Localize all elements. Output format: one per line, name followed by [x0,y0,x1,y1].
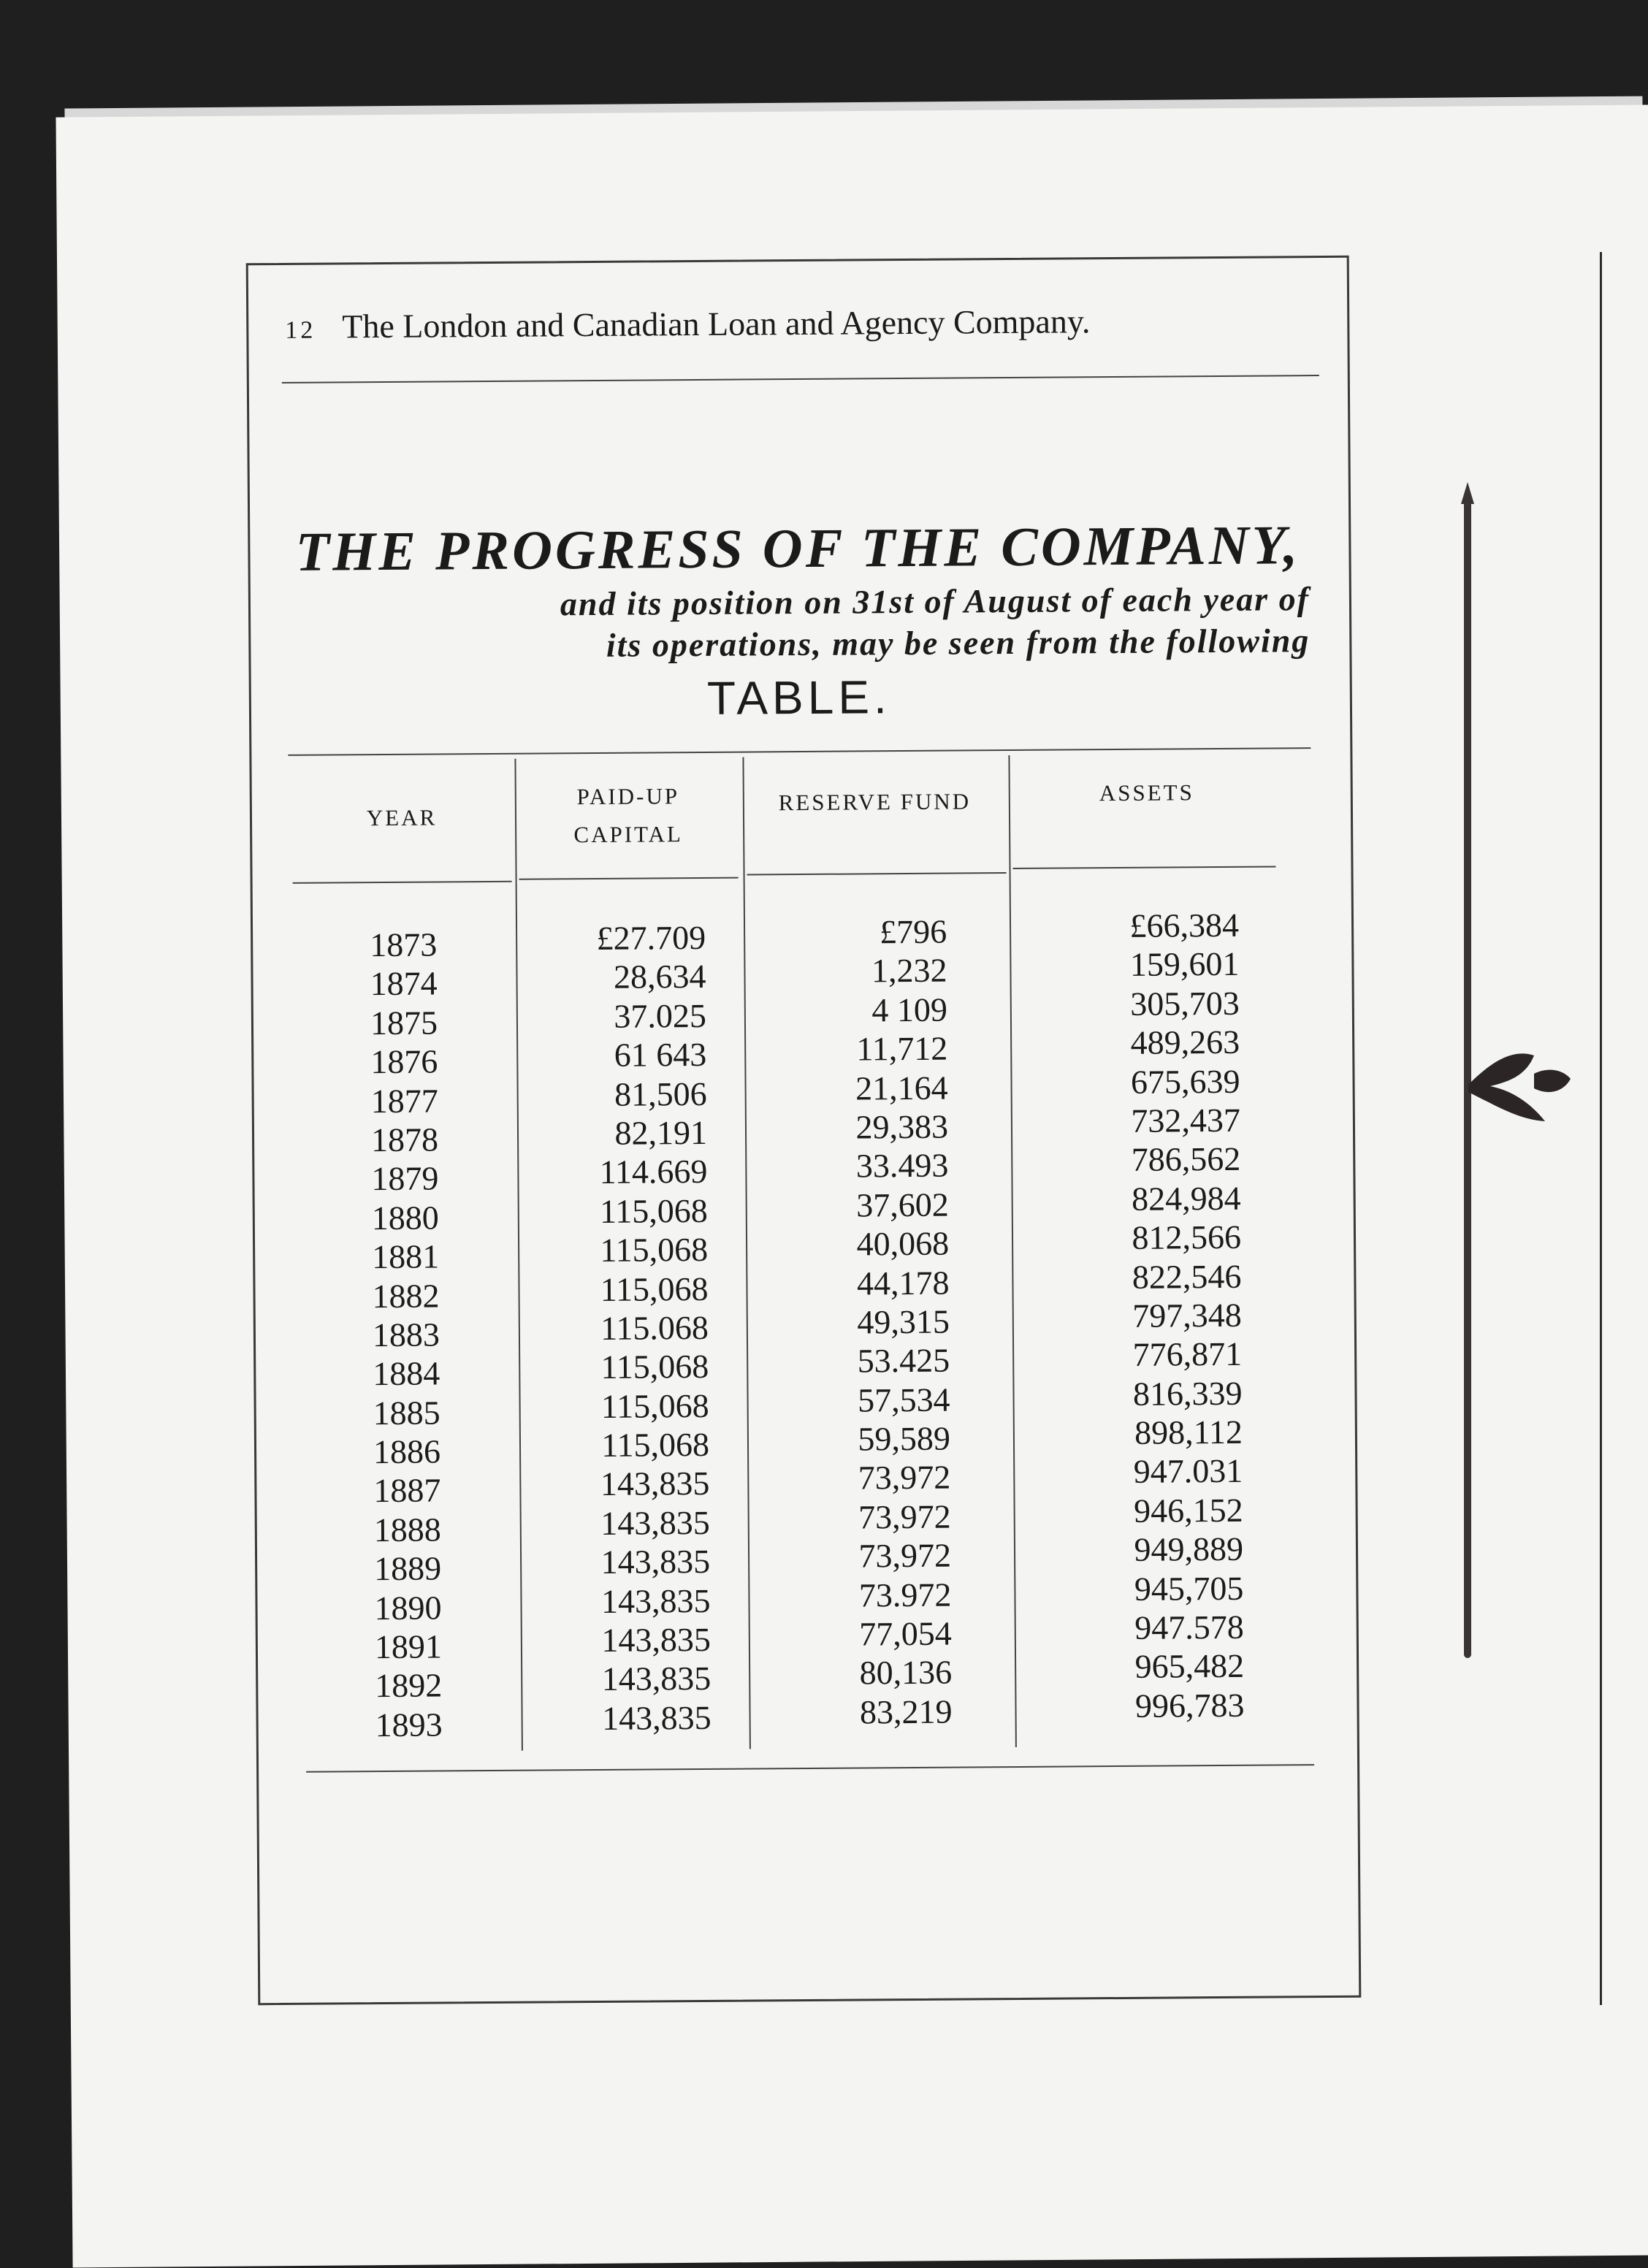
table-cell-year: 1881 [372,1237,440,1276]
capital-column [534,918,712,1738]
page-number: 12 [285,316,316,344]
table-cell-capital: 37.025 [614,996,707,1035]
table-cell-assets: £66,384 [1129,906,1240,944]
subtitle-line-1: and its position on 31st of August of each year of [560,580,1311,623]
running-head [285,300,1315,346]
table-cell-reserve: 37,602 [856,1185,949,1224]
table-heading: TABLE. [706,671,892,725]
table-cell-reserve: 57,534 [857,1381,950,1419]
table-cell-year: 1885 [373,1394,440,1432]
table-cell-year: 1887 [373,1471,441,1510]
table-cell-reserve: £796 [879,912,947,951]
table-cell-year: 1884 [373,1354,440,1393]
table-cell-year: 1873 [370,925,438,964]
header-underline [1012,866,1275,869]
table-cell-assets: 947.578 [1134,1608,1244,1646]
table-cell-capital: 143,835 [601,1660,712,1698]
header-rule [282,375,1319,383]
table-cell-assets: 797,348 [1132,1296,1242,1335]
table-cell-reserve: 80,136 [859,1654,953,1692]
table-cell-reserve: 11,712 [856,1029,948,1068]
table-cell-reserve: 53.425 [857,1341,950,1380]
running-title: The London and Canadian Loan and Agency Company. [342,302,1091,345]
table-cell-capital: 143,835 [600,1581,711,1620]
table-cell-reserve: 73,972 [858,1497,951,1536]
table-cell-assets: 947.031 [1133,1452,1243,1491]
table-cell-year: 1886 [373,1432,441,1471]
table-cell-reserve: 73,972 [858,1536,952,1575]
table-cell-assets: 816,339 [1132,1374,1243,1413]
table-cell-assets: 965,482 [1134,1647,1245,1686]
table-cell-reserve: 44,178 [856,1264,950,1302]
table-cell-capital: 114.669 [599,1153,708,1191]
header-underline [747,872,1007,875]
table-top-rule [288,747,1311,756]
table-cell-capital: 115,068 [599,1191,708,1230]
column-header-assets: ASSETS [1099,779,1194,806]
table-cell-assets: 675,639 [1130,1062,1240,1101]
table-cell-reserve: 59,589 [858,1419,951,1458]
table-cell-year: 1890 [374,1589,442,1627]
table-cell-year: 1891 [374,1627,443,1666]
table-cell-assets: 776,871 [1132,1335,1243,1374]
ribbon-knot-icon [1461,1034,1578,1129]
table-cell-assets: 996,783 [1134,1686,1245,1725]
table-cell-year: 1882 [372,1277,440,1315]
table-cell-year: 1874 [370,964,438,1003]
table-cell-reserve: 4 109 [871,990,948,1029]
assets-column [1064,906,1245,1726]
page-title: THE PROGRESS OF THE COMPANY, [295,514,1301,583]
table-cell-assets: 786,562 [1131,1140,1241,1179]
table-cell-reserve: 77,054 [859,1614,952,1653]
reserve-column [786,912,953,1733]
table-cell-capital: 115,068 [600,1269,709,1308]
table-cell-capital: 115,068 [600,1386,709,1425]
header-underline [519,877,739,880]
table-cell-assets: 946,152 [1133,1491,1243,1530]
table-cell-capital: 115,068 [600,1348,709,1386]
column-header-reserve: RESERVE FUND [778,788,972,816]
table-cell-capital: 143,835 [600,1543,711,1581]
table-cell-reserve: 21,164 [855,1069,948,1107]
table-cell-year: 1878 [370,1120,439,1159]
table-cell-reserve: 29,383 [855,1107,949,1146]
printed-frame [246,256,1362,2005]
table-cell-assets: 822,546 [1132,1257,1242,1296]
table-bottom-rule [306,1764,1314,1773]
column-divider [514,759,522,1751]
table-cell-year: 1888 [373,1511,441,1549]
column-header-year: YEAR [366,804,438,831]
year-column [370,925,492,1744]
table-cell-year: 1877 [370,1082,438,1120]
table-cell-reserve: 73,972 [858,1459,951,1497]
table-cell-year: 1889 [373,1549,442,1588]
table-cell-assets: 489,263 [1130,1023,1240,1062]
subtitle-line-2: its operations, may be seen from the following [606,622,1311,664]
table-cell-year: 1880 [371,1199,439,1237]
table-cell-capital: 115.068 [600,1308,709,1347]
table-cell-capital: 115,068 [600,1231,709,1269]
table-cell-capital: 28,634 [613,958,706,996]
table-cell-capital: 61 643 [614,1036,707,1074]
table-cell-year: 1883 [372,1316,440,1354]
table-cell-year: 1879 [371,1159,439,1198]
table-cell-reserve: 40,068 [856,1224,950,1263]
table-cell-assets: 949,889 [1134,1530,1244,1569]
table-cell-year: 1893 [375,1706,443,1744]
table-cell-assets: 945,705 [1134,1569,1244,1608]
table-cell-assets: 898,112 [1134,1413,1243,1451]
table-cell-reserve: 73.972 [858,1576,952,1614]
table-cell-capital: 82,191 [614,1113,708,1152]
header-underline [293,881,512,884]
table-cell-assets: 732,437 [1131,1101,1241,1139]
table-cell-reserve: 49,315 [857,1302,950,1341]
table-cell-capital: 115,068 [601,1425,710,1465]
table-cell-reserve: 83,219 [859,1692,953,1731]
column-header-capital: PAID-UP CAPITAL [573,783,683,848]
table-cell-year: 1876 [370,1042,438,1081]
table-cell-assets: 305,703 [1130,984,1240,1023]
table-cell-capital: 143,835 [601,1620,712,1659]
table-cell-reserve: 1,232 [871,952,947,990]
table-cell-assets: 812,566 [1132,1218,1242,1256]
table-cell-capital: £27.709 [596,918,706,957]
table-cell-capital: 143,835 [600,1465,710,1503]
table-cell-capital: 143,835 [601,1698,712,1737]
table-cell-assets: 824,984 [1131,1179,1241,1218]
column-divider [1008,755,1016,1747]
facing-page-edge [1600,252,1648,2005]
column-divider [742,757,750,1749]
table-cell-capital: 81,506 [614,1074,707,1113]
table-cell-assets: 159,601 [1129,945,1240,984]
table-cell-year: 1892 [375,1666,443,1705]
table-cell-reserve: 33.493 [855,1146,949,1185]
table-cell-year: 1875 [370,1004,438,1042]
table-cell-capital: 143,835 [600,1503,710,1542]
